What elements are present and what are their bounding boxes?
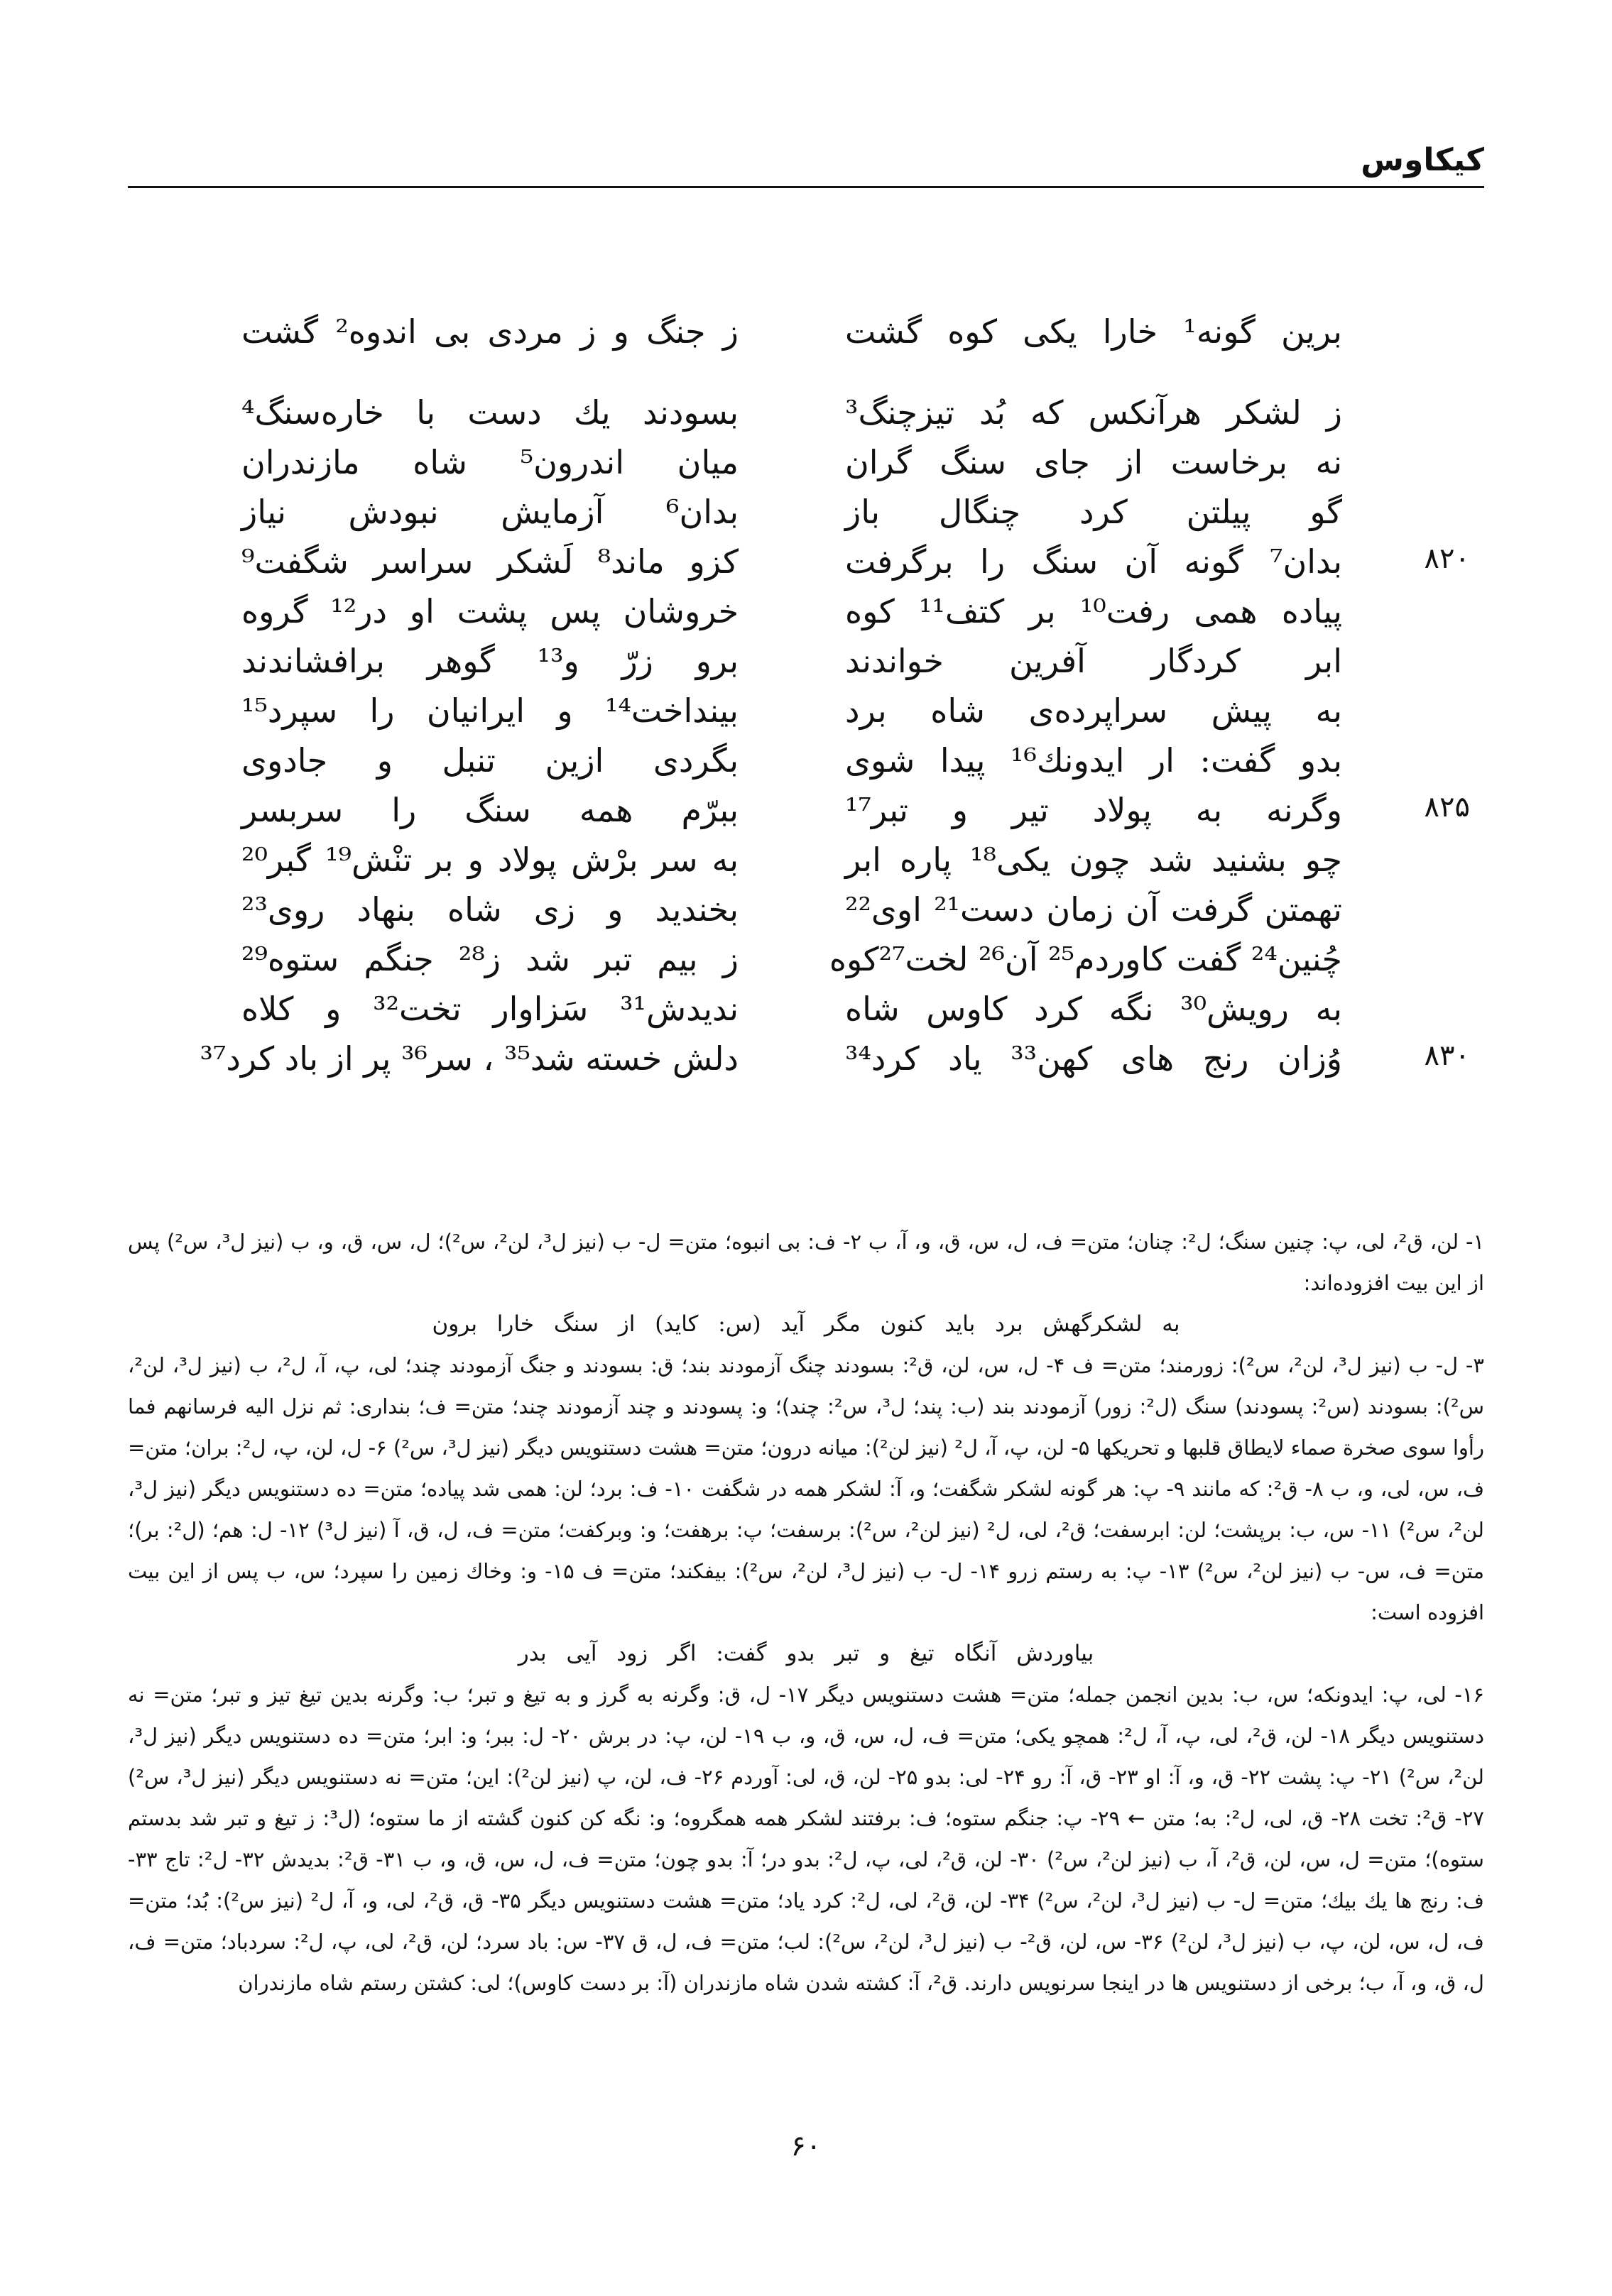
hemistich-second: ز بیم تبر شد ز²⁸ جنگم ستوه²⁹ <box>241 940 739 978</box>
couplet <box>128 940 1484 990</box>
couplet <box>128 393 1484 443</box>
page-header-title: کیکاوس <box>1361 142 1484 178</box>
couplet <box>128 1039 1484 1089</box>
hemistich-first: به رویش³⁰ نگه کرد کاوس شاه <box>845 990 1342 1028</box>
footnote-paragraph: ۳- ل- ب (نیز ل³، لن²، س²): زورمند؛ متن= ف ۴- ل، س، لن، ق²: بسودند چنگ آزمودند بند؛ ق: بسودند و جنگ آزمودند چند؛ لی، پ، آ، ل²، ب (نیز ل³، لن²، س²): بسودند (س²: پسودند) سنگ (ل²: زور) آزمودند بند (ب: پند؛ ل³، س²: چند)؛ و: پسودند و چند آزمودند چند؛ متن= ف؛ بنداری: ثم نزل الیه فرسانهم فما رأوا سوی صخرة صماء لایطاق قلبها و تحریکها ۵- لن، پ، آ، ل² (نیز لن²): میانه درون؛ متن= هشت دستنویس دیگر (نیز ل³، س²) ۶- ل، لن، پ، ل²: بران؛ متن= ف، س، لی، و، ب ۸- ق²: که مانند ۹- پ: هر گونه لشکر شگفت؛ و، آ: لشکر همه در شگفت ۱۰- ف: برد؛ لن: همی شد پیاده؛ متن= ده دستنویس دیگر (نیز ل³، لن²، س²) ۱۱- س، ب: برپشت؛ لن: ابرسفت؛ ق²، لی، ل² (نیز لن²، س²): برسفت؛ پ: برهفت؛ و: وبرکفت؛ متن= ف، ل، ق، آ (نیز ل³) ۱۲- ل: هم؛ (ل²: بر)؛ متن= ف، س- ب (نیز لن²، س²) ۱۳- پ: به رستم زرو ۱۴- ل- ب (نیز ل³، لن²، س²): بیفکند؛ متن= ف ۱۵- و: وخاك زمین را سپرد؛ س، ب پس از این بیت افزوده است: <box>128 1353 1484 1624</box>
hemistich-first: ز لشکر هرآنکس که بُد تیزچنگ³ <box>845 393 1342 432</box>
hemistich-second: دلش خسته شد³⁵ ، سر³⁶ پر از باد کرد³⁷ <box>200 1039 739 1078</box>
hemistich-second: خروشان پس پشت او در¹² گروه <box>241 592 739 630</box>
couplet <box>128 443 1484 493</box>
couplet <box>128 312 1484 362</box>
page-number: ۶۰ <box>790 2130 822 2163</box>
hemistich-first: بدان⁷ گونه آن سنگ را برگرفت <box>845 542 1342 581</box>
hemistich-first: به پیش سراپرده‌ی شاه برد <box>845 691 1342 730</box>
hemistich-first: پیاده همی رفت¹⁰ بر کتف¹¹ کوه <box>845 592 1343 630</box>
header-divider <box>128 186 1484 188</box>
footnote-paragraph: ۱۶- لی، پ: ایدونکه؛ س، ب: بدین انجمن جمله؛ متن= هشت دستنویس دیگر ۱۷- ل، ق: وگرنه به گرز و به تیغ و تبر؛ ب: وگرنه بدین تیغ تیز و تبر؛ متن= نه دستنویس دیگر ۱۸- لن، ق²، لی، پ، آ، ل²: همچو یکی؛ متن= ف، ل، س، ق، و، ب ۱۹- لن، پ: در برش ۲۰- ل: ببر؛ و: ابر؛ متن= ده دستنویس دیگر (نیز ل³، لن²، س²) ۲۱- پ: پشت ۲۲- ق، و، آ: او ۲۳- ق، آ: رو ۲۴- لی: بدو ۲۵- لن، ق، لی: آوردم ۲۶- ف، لن، پ (نیز لن²): این؛ متن= نه دستنویس دیگر (نیز ل³، س²) ۲۷- ق²: تخت ۲۸- ق، لی، ل²: به؛ متن ← ۲۹- پ: جنگم ستوه؛ ف: برفتند لشکر همه همگروه؛ و: نگه کن کنون گشته از ما ستوه؛ (ل³: ز تیغ و تبر شد بدستم ستوه)؛ متن= ل، س، لن، ق²، آ، ب (نیز لن²، س²) ۳۰- لن، ق²، لی، پ، ل²: بدو در؛ آ: بدو چون؛ متن= ف، ل، س، ق، و، ب ۳۱- ق²: بدیدش ۳۲- ل²: تاج ۳۳- ف: رنج ها یك بیك؛ متن= ل- ب (نیز ل³، لن²، س²) ۳۴- لن، ق²، لی، ل²: کرد یاد؛ متن= هشت دستنویس دیگر ۳۵- ق، ق²، لی، و، آ، ل² (نیز س²): بُد؛ متن= ف، ل، س، لن، پ، ب (نیز ل³، لن²) ۳۶- س، لن، ق²- ب (نیز ل³، لن²، س²): لب؛ متن= ف، ل، ق ۳۷- س: باد سرد؛ لن، ق²، لی، پ، ل²: سردباد؛ متن= ف، ل، ق، و، آ، ب؛ برخی از دستنویس ها در اینجا سرنویس دارند. ق²، آ: کشته شدن شاه مازندران (آ: بر دست کاوس)؛ لی: کشتن رستم شاه مازندران <box>128 1683 1484 1995</box>
hemistich-second: میان اندرون⁵ شاه مازندران <box>241 443 739 481</box>
couplet <box>128 841 1484 890</box>
couplet <box>128 741 1484 791</box>
footnote-verse: به لشکرگهش برد باید کنون مگر آید (س: کاید) از سنگ خارا برون <box>432 1311 1180 1337</box>
hemistich-first: نه برخاست از جای سنگ گران <box>845 443 1342 481</box>
hemistich-first: وگرنه به پولاد تیر و تبر¹⁷ <box>845 791 1342 829</box>
hemistich-second: بدان⁶ آزمایش نبودش نیاز <box>241 493 739 531</box>
hemistich-first: بدو گفت: ار ایدونك¹⁶ پیدا شوی <box>845 741 1342 780</box>
couplet <box>128 890 1484 940</box>
footnote-verse: بیاوردش آنگاه تیغ و تبر بدو گفت: اگر زود آیی بدر <box>518 1641 1094 1666</box>
couplet <box>128 542 1484 592</box>
verse-number: ۸۲۵ <box>1424 791 1470 824</box>
hemistich-second: کزو ماند⁸ لَشکر سراسر شگفت⁹ <box>241 542 739 581</box>
verse-number: ۸۲۰ <box>1424 542 1470 575</box>
footnote-paragraph: ۱- لن، ق²، لی، پ: چنین سنگ؛ ل²: چنان؛ متن= ف، ل، س، ق، و، آ، ب ۲- ف: بی انبوه؛ متن= ل- ب (نیز ل³، لن²، س²)؛ ل، س، ق، و، ب (نیز ل³، س²) پس از این بیت افزوده‌اند: <box>128 1230 1484 1295</box>
couplet <box>128 691 1484 741</box>
footnotes <box>128 1221 1484 2059</box>
hemistich-first: ابر کردگار آفرین خواندند <box>845 642 1342 680</box>
couplet <box>128 493 1484 542</box>
hemistich-second: بگردی ازین تنبل و جادوی <box>241 741 739 780</box>
hemistich-first: چُنین²⁴ گفت کاوردم²⁵ آن²⁶ لخت²⁷کوه <box>829 940 1342 978</box>
hemistich-second: برو زرّ و¹³ گوهر برافشاندند <box>241 642 739 680</box>
couplet <box>128 990 1484 1039</box>
hemistich-first: گو پیلتن کرد چنگال باز <box>845 493 1342 531</box>
hemistich-second: به سر برْش پولاد و بر تنْش¹⁹ گبر²⁰ <box>241 841 739 879</box>
hemistich-second: بخندید و زی شاه بنهاد روی²³ <box>241 890 739 929</box>
couplet <box>128 592 1484 642</box>
hemistich-second: ز جنگ و ز مردی بی اندوه² گشت <box>241 312 739 351</box>
hemistich-second: بسودند یك دست با خاره‌سنگ⁴ <box>241 393 739 432</box>
hemistich-first: تهمتن گرفت آن زمان دست²¹ اوی²² <box>845 890 1342 929</box>
hemistich-first: وُزان رنج های کهن³³ یاد کرد³⁴ <box>845 1039 1343 1078</box>
hemistich-second: ببرّم همه سنگ را سربسر <box>241 791 739 829</box>
hemistich-second: ندیدش³¹ سَزاوار تخت³² و کلاه <box>241 990 739 1028</box>
hemistich-first: برین گونه¹ خارا یکی کوه گشت <box>845 312 1342 351</box>
couplet <box>128 791 1484 841</box>
couplet <box>128 642 1484 691</box>
hemistich-first: چو بشنید شد چون یکی¹⁸ پاره ابر <box>845 841 1342 879</box>
hemistich-second: بینداخت¹⁴ و ایرانیان را سپرد¹⁵ <box>241 691 739 730</box>
verse-number: ۸۳۰ <box>1424 1039 1470 1072</box>
poem-body <box>128 312 1484 1129</box>
